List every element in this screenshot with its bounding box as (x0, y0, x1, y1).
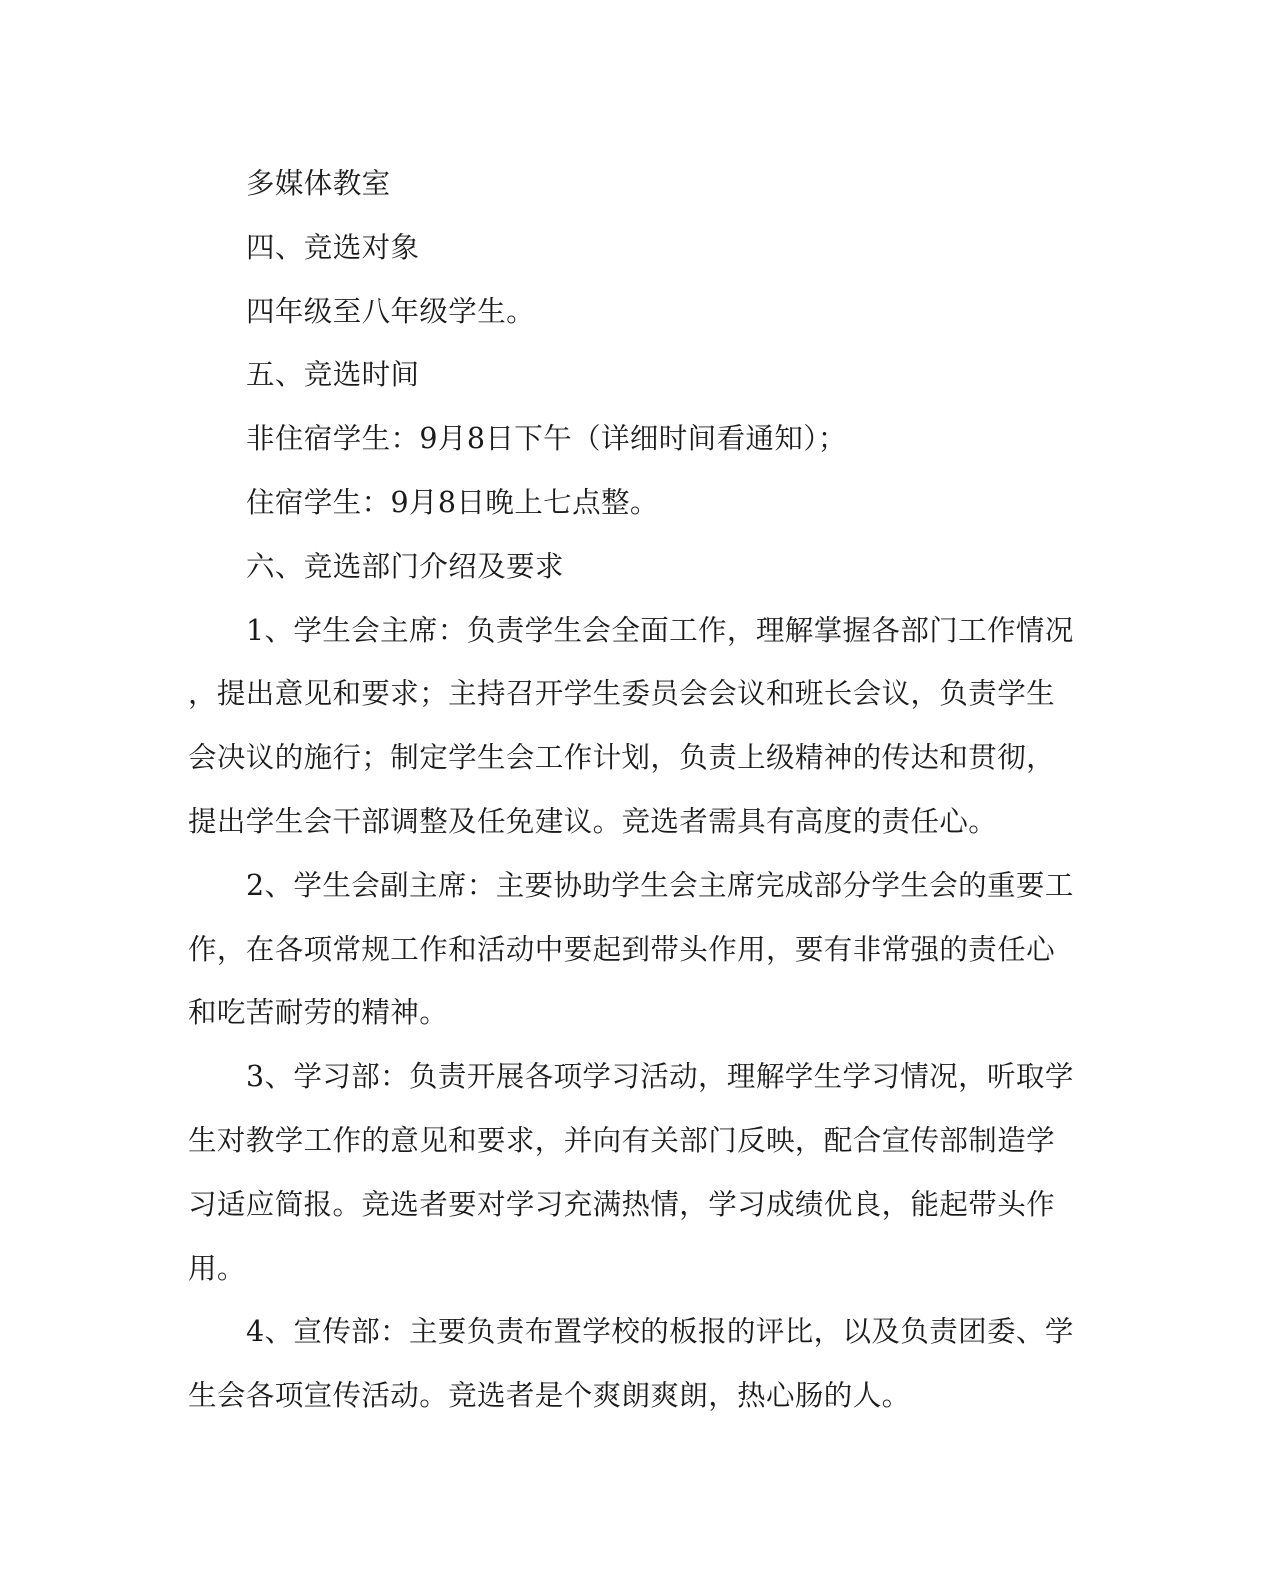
section-heading: 四、竞选对象 (246, 230, 420, 264)
paragraph-line: 4、宣传部：主要负责布置学校的板报的评比，以及负责团委、学 (246, 1315, 1074, 1349)
paragraph-line: 生对教学工作的意见和要求，并向有关部门反映，配合宣传部制造学 (188, 1123, 1056, 1157)
text-line: 非住宿学生：9月8日下午（详细时间看通知）； (246, 422, 847, 456)
paragraph-line: 和吃苦耐劳的精神。 (188, 996, 449, 1030)
document-body (188, 152, 1074, 1428)
text-line: 四年级至八年级学生。 (246, 294, 536, 328)
text-line: 多媒体教室 (246, 167, 391, 200)
paragraph-line: 提出学生会干部调整及任免建议。竞选者需具有高度的责任心。 (188, 804, 998, 838)
paragraph-line: 1、学生会主席：负责学生会全面工作，理解掌握各部门工作情况 (246, 613, 1074, 647)
text-line: 住宿学生：9月8日晚上七点整。 (246, 485, 659, 519)
paragraph-line: 用。 (188, 1251, 246, 1285)
paragraph-line: 作，在各项常规工作和活动中要起到带头作用，要有非常强的责任心 (188, 932, 1056, 966)
section-heading: 五、竞选时间 (246, 358, 420, 392)
paragraph-line: 3、学习部：负责开展各项学习活动，理解学生学习情况，听取学 (246, 1060, 1074, 1094)
section-heading: 六、竞选部门介绍及要求 (246, 549, 564, 583)
paragraph-line: ，提出意见和要求；主持召开学生委员会会议和班长会议，负责学生 (188, 677, 1056, 711)
paragraph-line: 2、学生会副主席：主要协助学生会主席完成部分学生会的重要工 (246, 868, 1074, 902)
paragraph-line: 习适应简报。竞选者要对学习充满热情，学习成绩优良，能起带头作 (188, 1187, 1056, 1221)
paragraph-line: 生会各项宣传活动。竞选者是个爽朗爽朗，热心肠的人。 (188, 1379, 911, 1413)
paragraph-line: 会决议的施行；制定学生会工作计划，负责上级精神的传达和贯彻， (188, 741, 1056, 775)
